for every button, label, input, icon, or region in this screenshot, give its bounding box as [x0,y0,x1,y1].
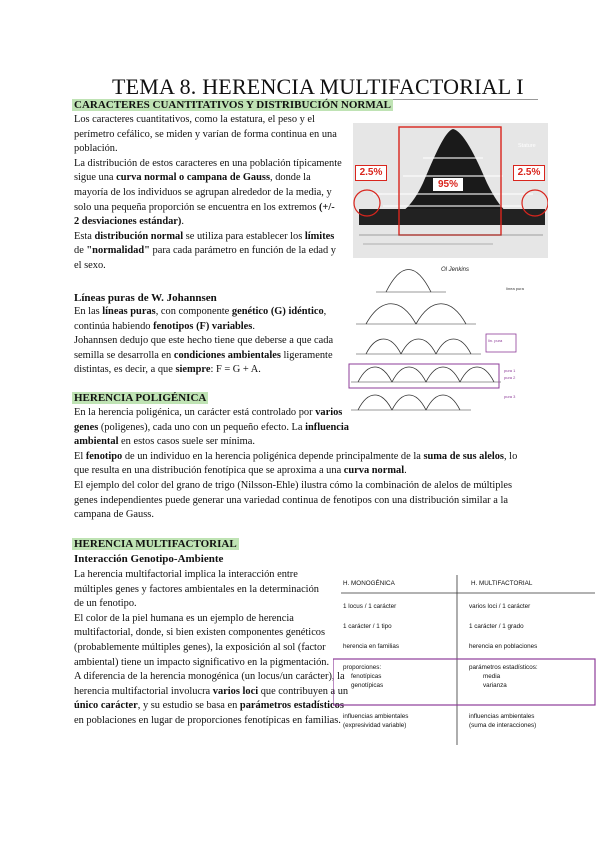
pure-lines-figure [346,262,546,418]
section-heading-multifactorial: HERENCIA MULTIFACTORIAL [74,538,237,550]
section-heading-cuantitativos: CARACTERES CUANTITATIVOS Y DISTRIBUCIÓN NORMAL [74,99,391,111]
svg-text:pura 3: pura 3 [504,394,516,399]
s4-paragraph-3: A diferencia de la herencia monogénica (un locus/un carácter), la herencia multifactorial involucra varios loci que contribuyen a un único carácter, y su estudio se basa en parámetros estadísticos en poblaciones en lugar de proporciones fenotípicas en familias. [74,671,349,726]
table-cell: herencia en familias [343,643,400,650]
johannsen-heading: Líneas puras de W. Johannsen [74,292,217,304]
s1-paragraph-1: Los caracteres cuantitativos, como la estatura, el peso y el perímetro cefálico, se miden y varían de forma continua en una población. [74,114,337,155]
svg-text:línea pura: línea pura [506,286,524,291]
table-header-monogenica: H. MONOGÉNICA [343,580,395,587]
table-cell: herencia en poblaciones [469,643,538,650]
s3-paragraph-2: El fenotipo de un individuo en la herencia poligénica depende principalmente de la suma de sus alelos, lo que resulta en una distribución fenotípica que se aproxima a una curva normal. [74,450,518,477]
left-tail-percent: 2.5% [355,165,387,181]
table-cell: 1 carácter / 1 tipo [343,623,392,630]
table-cell: media [483,673,501,680]
s1-paragraph-2: La distribución de estos caracteres en una población típicamente sigue una curva normal o campana de Gauss, donde la mayoría de los individuos se agrupan alrededor de la media, y solo una pequeña proporción se encuentra en los extremos (+/- 2 desviaciones estándar). [74,157,342,228]
right-tail-percent: 2.5% [513,165,545,181]
stature-distribution-figure [353,123,548,258]
table-cell: influencias ambientales [469,713,535,720]
figure2-label: Ol Jenkins [441,267,470,273]
table-cell: parámetros estadísticos: [469,664,538,671]
table-cell: proporciones: [343,664,382,671]
center-percent: 95% [433,178,463,191]
s2-paragraph-1: En las líneas puras, con componente genético (G) idéntico, continúa habiendo fenotipos (F) variables. [74,306,327,332]
svg-text:pura 1: pura 1 [504,368,516,373]
table-cell: influencias ambientales [343,713,409,720]
interaction-subheading: Interacción Genotipo-Ambiente [74,553,224,565]
table-cell: (suma de interacciones) [469,722,537,729]
section4-text [74,568,349,729]
section-heading-poligenica: HERENCIA POLIGÉNICA [74,392,207,404]
s3-paragraph-1: En la herencia poligénica, un carácter está controlado por varios genes (poligenes), cada uno con un pequeño efecto. La influencia ambiental en estos casos suele ser mínima. [74,407,350,448]
figure1-label: Stature [518,143,536,149]
s3-paragraph-3: El ejemplo del color del grano de trigo (Nilsson-Ehle) ilustra cómo la combinación de alelos de múltiples genes independientes puede generar una variedad continua de fenotipos con una distribución similar a la campana de Gauss. [74,479,513,521]
section1-text [74,113,342,274]
s2-paragraph-2: Johannsen dedujo que este hecho tiene que deberse a que cada semilla se desarrolla en condiciones ambientales ligeramente distintas, es decir, a que siempre: F = G + A. [74,335,334,376]
s1-paragraph-3: Esta distribución normal se utiliza para establecer los límites de "normalidad" para cada parámetro en función de la edad y el sexo. [74,230,336,271]
table-cell: fenotípicas [351,673,382,680]
table-cell: varianza [483,682,507,689]
table-cell: 1 locus / 1 carácter [343,603,397,610]
section3-text [74,406,534,523]
table-cell: (expresividad variable) [343,722,407,729]
svg-text:pura 2: pura 2 [504,375,516,380]
page-title: TEMA 8. HERENCIA MULTIFACTORIAL I [112,74,524,99]
svg-text:lin. pura: lin. pura [488,338,503,343]
table-cell: genotípicas [351,682,384,689]
s4-paragraph-2: El color de la piel humana es un ejemplo de herencia multifactorial, donde, si bien existen componentes genéticos (probablemente múltiples genes), la exposición al sol (factor ambiental) tiene un impacto significativo en la pigmentación. [74,612,330,668]
table-cell: 1 carácter / 1 grado [469,623,524,630]
section2-text [74,305,342,378]
comparison-table [333,567,597,747]
table-cell: varios loci / 1 carácter [469,603,531,610]
table-header-multifactorial: H. MULTIFACTORIAL [471,580,533,587]
s4-paragraph-1: La herencia multifactorial implica la interacción entre múltiples genes y factores ambientales en la determinación de un fenotipo. [74,569,319,610]
